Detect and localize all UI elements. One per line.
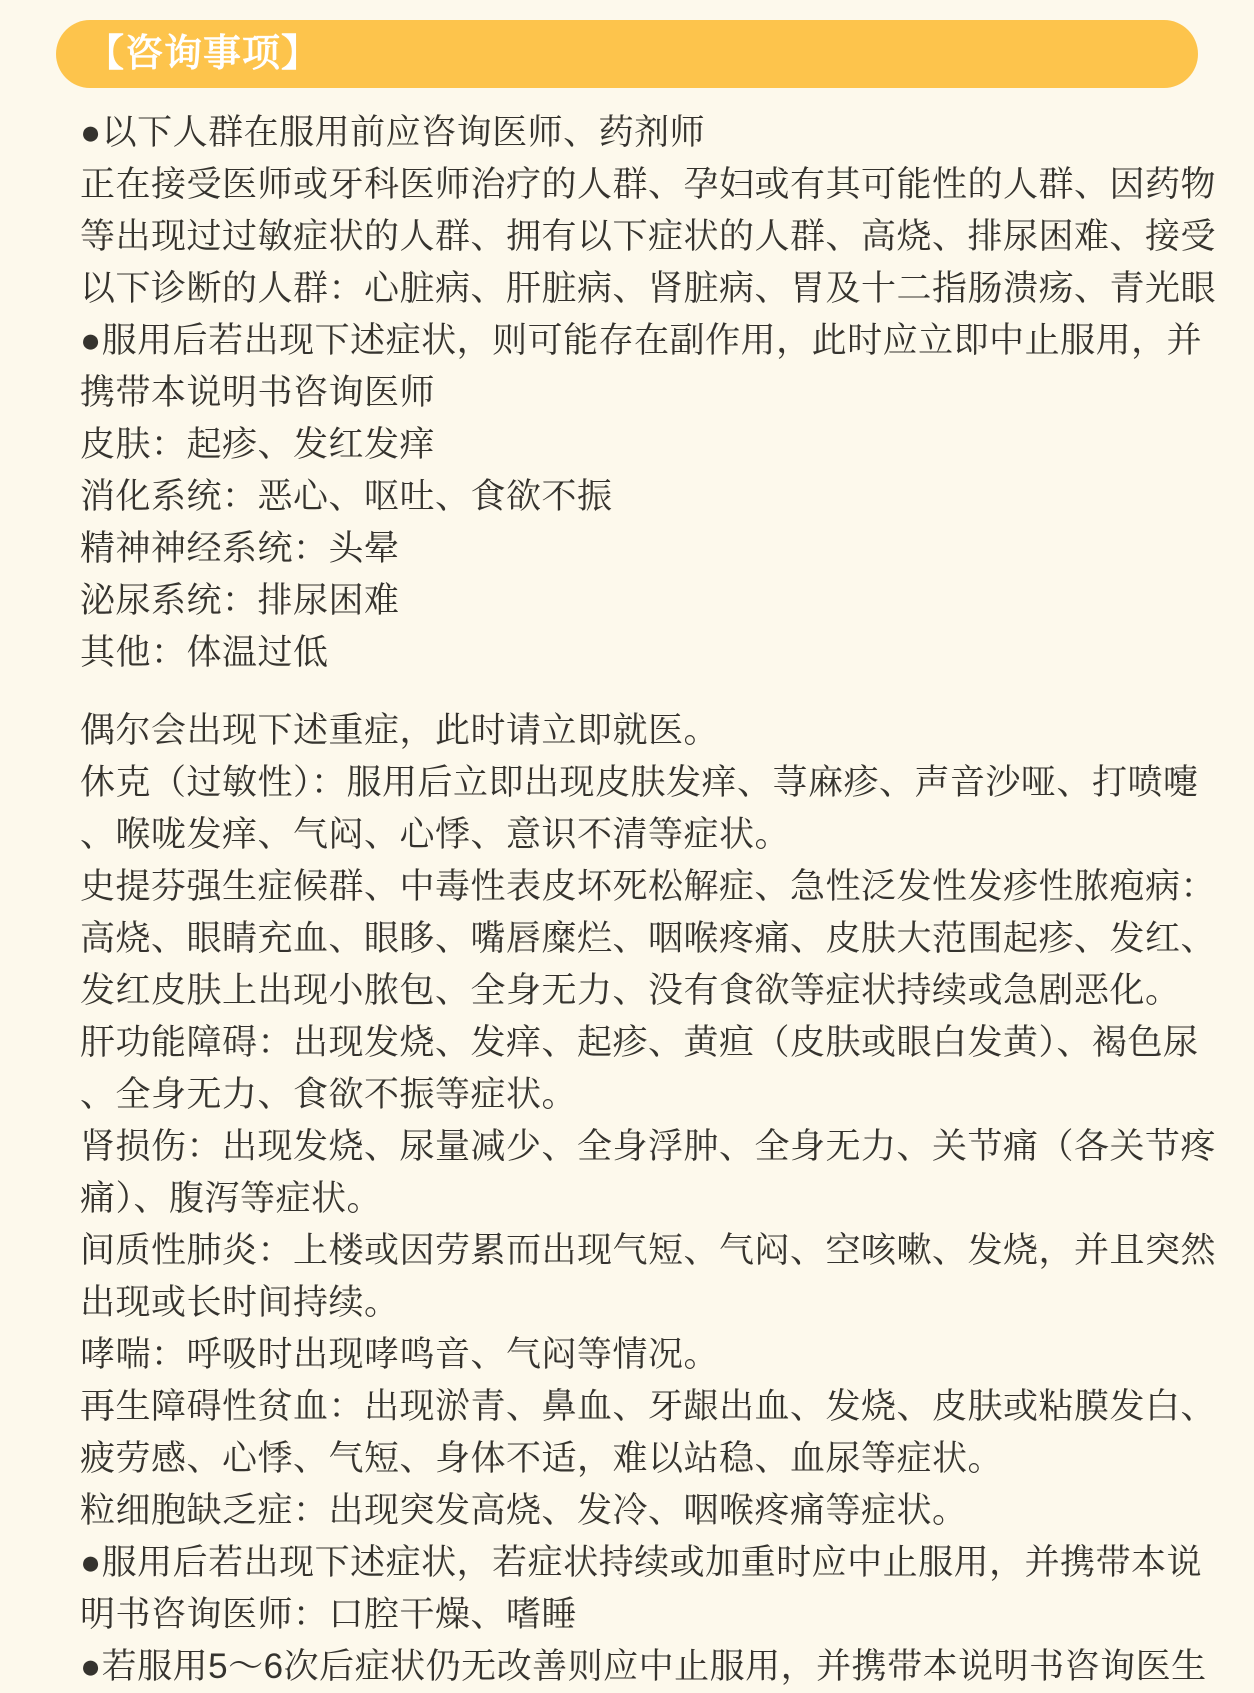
text-line: ●服用后若出现下述症状，若症状持续或加重时应中止服用，并携带本说 bbox=[80, 1543, 1203, 1582]
text-line: 、全身无力、食欲不振等症状。 bbox=[80, 1075, 578, 1114]
text-line: 皮肤：起疹、发红发痒 bbox=[80, 425, 436, 464]
text-line: 其他：体温过低 bbox=[80, 633, 329, 672]
text-line: 出现或长时间持续。 bbox=[80, 1283, 400, 1322]
text-line: 、喉咙发痒、气闷、心悸、意识不清等症状。 bbox=[80, 815, 791, 854]
text-line: 正在接受医师或牙科医师治疗的人群、孕妇或有其可能性的人群、因药物 bbox=[80, 165, 1217, 204]
text-line: ●服用后若出现下述症状，则可能存在副作用，此时应立即中止服用，并 bbox=[80, 321, 1203, 360]
paragraph-severe-symptoms bbox=[80, 705, 1217, 1693]
text-line: 休克（过敏性）：服用后立即出现皮肤发痒、荨麻疹、声音沙哑、打喷嚏 bbox=[80, 763, 1199, 802]
text-line: 再生障碍性贫血：出现淤青、鼻血、牙龈出血、发烧、皮肤或粘膜发白、 bbox=[80, 1387, 1217, 1426]
text-line: 肾损伤：出现发烧、尿量减少、全身浮肿、全身无力、关节痛（各关节疼 bbox=[80, 1127, 1217, 1166]
text-line: 疲劳感、心悸、气短、身体不适，难以站稳、血尿等症状。 bbox=[80, 1439, 1004, 1478]
text-line: 发红皮肤上出现小脓包、全身无力、没有食欲等症状持续或急剧恶化。 bbox=[80, 971, 1181, 1010]
section-title: 【咨询事项】 bbox=[86, 33, 321, 75]
leaflet-body bbox=[80, 107, 1217, 1693]
text-line: 以下诊断的人群：心脏病、肝脏病、肾脏病、胃及十二指肠溃疡、青光眼 bbox=[80, 269, 1217, 308]
text-line: 偶尔会出现下述重症，此时请立即就医。 bbox=[80, 711, 720, 750]
text-line: 等出现过过敏症状的人群、拥有以下症状的人群、高烧、排尿困难、接受 bbox=[80, 217, 1217, 256]
text-line: 携带本说明书咨询医师 bbox=[80, 373, 436, 412]
section-header-badge bbox=[56, 20, 1198, 88]
text-line: 痛）、腹泻等症状。 bbox=[80, 1179, 383, 1218]
text-line: 高烧、眼睛充血、眼眵、嘴唇糜烂、咽喉疼痛、皮肤大范围起疹、发红、 bbox=[80, 919, 1217, 958]
text-line: 史提芬强生症候群、中毒性表皮坏死松解症、急性泛发性发疹性脓疱病： bbox=[80, 867, 1217, 906]
text-line: 精神神经系统：头晕 bbox=[80, 529, 400, 568]
text-line: ●若服用5～6次后症状仍无改善则应中止服用，并携带本说明书咨询医生 bbox=[80, 1647, 1207, 1686]
text-line: ●以下人群在服用前应咨询医师、药剂师 bbox=[80, 113, 706, 152]
text-line: 粒细胞缺乏症：出现突发高烧、发冷、咽喉疼痛等症状。 bbox=[80, 1491, 968, 1530]
text-line: 间质性肺炎：上楼或因劳累而出现气短、气闷、空咳嗽、发烧，并且突然 bbox=[80, 1231, 1217, 1270]
paragraph-consultation bbox=[80, 107, 1217, 679]
text-line: 哮喘：呼吸时出现哮鸣音、气闷等情况。 bbox=[80, 1335, 720, 1374]
text-line: 消化系统：恶心、呕吐、食欲不振 bbox=[80, 477, 613, 516]
text-line: 明书咨询医师：口腔干燥、嗜睡 bbox=[80, 1595, 578, 1634]
text-line: 肝功能障碍：出现发烧、发痒、起疹、黄疸（皮肤或眼白发黄）、褐色尿 bbox=[80, 1023, 1199, 1062]
text-line: 泌尿系统：排尿困难 bbox=[80, 581, 400, 620]
